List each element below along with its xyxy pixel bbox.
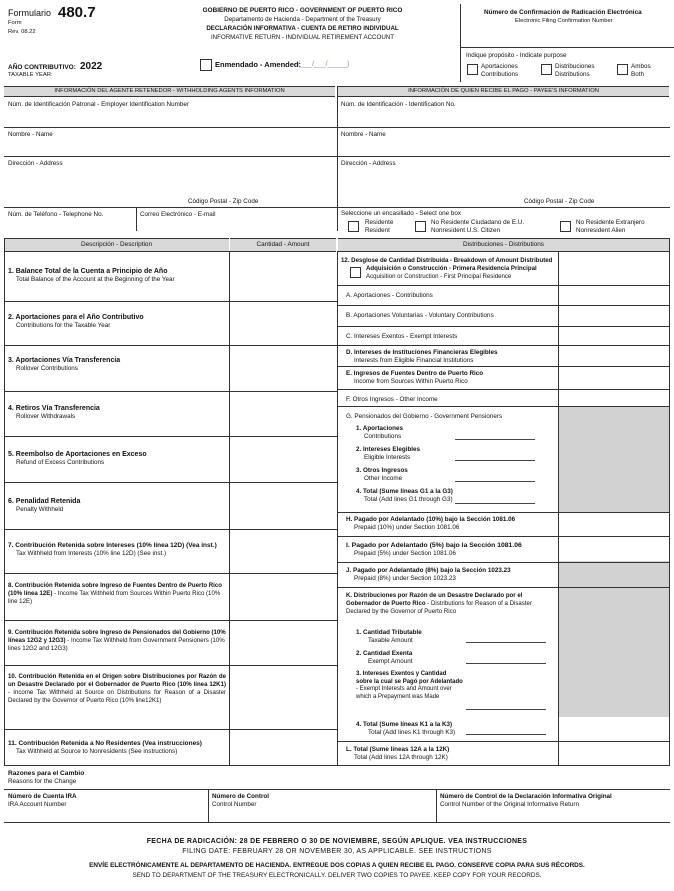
tax-year-en: TAXABLE YEAR: (8, 72, 53, 78)
tax-year-label: AÑO CONTRIBUTIVO: (8, 64, 76, 71)
gray-block-g (559, 406, 669, 512)
email-label: Correo Electrónico - E-mail (140, 211, 216, 218)
line-12j: J. Pagado por Adelantado (8%) bajo la Sección 1023.23 Prepaid (8%) under Section 1023.23 (346, 567, 511, 582)
send-instructions-es: ENVÍE ELECTRÓNICAMENTE AL DEPARTAMENTO DE HACIENDA. ENTREGUE DOS COPIAS A QUIEN RECIBE EL PAGO. CONSERVE COPIA PARA SUS RÉCORDS. (89, 862, 585, 869)
line-12e: E. Ingresos de Fuentes Dentro de Puerto Rico Income from Sources Within Puerto Rico (346, 370, 484, 385)
line-12-breakdown: 12. Desglose de Cantidad Distribuida - Breakdown of Amount Distributed (341, 257, 553, 264)
ein-field[interactable] (8, 108, 333, 126)
withholding-address-field[interactable] (8, 168, 333, 195)
nonresident-citizen-checkbox[interactable] (415, 221, 426, 232)
purpose-both-checkbox[interactable] (617, 64, 628, 75)
line-12c: C. Intereses Exentos - Exempt Interests (346, 333, 458, 340)
line-12k: K. Distribuciones por Razón de un Desastre Declarado por el Gobernador de Puerto Rico - Distributions for Reason of a Disaster Declared by the Governor of Puerto Rico (346, 592, 532, 615)
line-12l: L. Total (Sume líneas 12A a la 12K) Total (Add lines 12A through 12K) (346, 746, 450, 761)
nonresident-citizen-label: No Residente Ciudadano de E.U. Nonresident U.S. Citizen (431, 219, 525, 234)
line-12k4: 4. Total (Sume líneas K1 a la K3) Total (Add lines K1 through K3) (356, 721, 456, 736)
withholding-header: INFORMACIÓN DEL AGENTE RETENEDOR - WITHHOLDING AGENTS INFORMATION (4, 86, 335, 97)
payee-name-field[interactable] (341, 138, 666, 155)
line-3: 3. Aportaciones Vía Transferencia Rollover Contributions (8, 357, 121, 373)
line-8: 8. Contribución Retenida sobre Ingreso de Fuentes Dentro de Puerto Rico (10% línea 12E) - Income Tax Withheld from Sources Within Puerto Rico (10% line 12E) (8, 582, 222, 605)
k3-field[interactable] (466, 709, 546, 710)
gray-block-k (559, 561, 669, 717)
form-title-es: DECLARACIÓN INFORMATIVA - CUENTA DE RETIRO INDIVIDUAL (206, 25, 399, 32)
amended-checkbox[interactable] (200, 59, 212, 71)
send-instructions-en: SEND TO DEPARTMENT OF THE TREASURY ELECTRONICALLY. DELIVER TWO COPIES TO PAYEE. KEEP COPY FOR YOUR RECORDS. (132, 872, 542, 879)
amended-label: Enmendado - Amended: (215, 60, 301, 69)
nonresident-alien-label: No Residente Extranjero Nonresident Alien (576, 219, 645, 234)
line-4: 4. Retiros Vía Transferencia Rollover Withdrawals (8, 405, 100, 421)
form-number: 480.7 (58, 4, 96, 21)
payee-id-field[interactable] (341, 108, 666, 126)
withholding-name-field[interactable] (8, 138, 333, 155)
k4-field[interactable] (466, 734, 546, 735)
withholding-zip-label: Código Postal - Zip Code (188, 198, 259, 205)
conf-number-en: Electronic Filing Confirmation Number (515, 18, 613, 24)
line-12d: D. Intereses de Instituciones Financieras Elegibles Interests from Eligible Financial Institutions (346, 349, 498, 364)
line-11: 11. Contribución Retenida a No Residentes (Vea instrucciones) Tax Withheld at Source to Nonresidents (See instructions) (8, 740, 202, 756)
select-box-label: Seleccione un encasillado - Select one box (341, 210, 462, 217)
phone-label: Núm. de Teléfono - Telephone No. (8, 211, 104, 218)
line-12k2: 2. Cantidad Exenta Exempt Amount (356, 650, 413, 665)
withholding-name-label: Nombre - Name (8, 131, 53, 138)
acquisition-checkbox[interactable] (350, 267, 361, 278)
acquisition-label: Adquisición o Construcción - Primera Residencia Principal Acquisition or Construction - First Principal Residence (366, 265, 537, 280)
purpose-label: Indique propósito - Indicate purpose (466, 52, 567, 59)
line-12g4: 4. Total (Sume líneas G1 a la G3) Total (Add lines G1 through G3) (356, 488, 453, 503)
ein-label: Núm. de Identificación Patronal - Employer Identification Number (8, 101, 189, 108)
payee-id-label: Núm. de Identificación - Identification No. (341, 101, 456, 108)
line-5: 5. Reembolso de Aportaciones en Exceso Refund of Excess Contributions (8, 451, 147, 467)
resident-label: Residente Resident (365, 219, 394, 234)
line-10: 10. Contribución Retenida en el Origen sobre Distribuciones por Razón de un Desastre Declarado por el Gobernador de Puerto Rico (10% línea 12K1) - Income Tax Withheld at Source on Distributions for Reason of a Disaster Declared by the Governor of Puerto Rico (10% line12K1) (8, 673, 226, 704)
form-label: Formulario (8, 8, 52, 18)
payee-header: INFORMACIÓN DE QUIEN RECIBE EL PAGO - PAYEE'S INFORMATION (338, 86, 669, 97)
dept-title: Departamento de Hacienda - Department of the Treasury (224, 16, 381, 23)
line-7: 7. Contribución Retenida sobre Intereses (10% línea 12D) (Vea inst.) Tax Withheld from Interests (10% line 12D) (See inst.) (8, 542, 217, 558)
g4-field[interactable] (455, 503, 535, 504)
payee-zip-label: Código Postal - Zip Code (524, 198, 595, 205)
tax-year: 2022 (80, 61, 103, 72)
payee-name-label: Nombre - Name (341, 131, 386, 138)
col-amount: Cantidad - Amount (230, 238, 336, 252)
k2-field[interactable] (466, 663, 546, 664)
line-12g2: 2. Intereses Elegibles Eligible Interests (356, 446, 421, 461)
purpose-distributions-checkbox[interactable] (541, 64, 552, 75)
g1-field[interactable] (455, 439, 535, 440)
line-6: 6. Penalidad Retenida Penalty Withheld (8, 498, 81, 514)
line-12b: B. Aportaciones Voluntarias - Voluntary Contributions (346, 312, 494, 319)
col-description: Descripción - Description (4, 238, 229, 252)
line-12h: H. Pagado por Adelantado (10%) bajo la Sección 1081.06 Prepaid (10%) under Section 1081.06 (346, 516, 516, 531)
amended-date-field[interactable]: (___/___/_____) (298, 61, 350, 68)
line-1: 1. Balance Total de la Cuenta a Principio de Año Total Balance of the Account at the Beginning of the Year (8, 268, 175, 284)
payee-address-label: Dirección - Address (341, 160, 396, 167)
g3-field[interactable] (455, 481, 535, 482)
resident-checkbox[interactable] (348, 221, 359, 232)
form-title-en: INFORMATIVE RETURN - INDIVIDUAL RETIREMENT ACCOUNT (210, 34, 395, 41)
line-12f: F. Otros Ingresos - Other Income (346, 396, 438, 403)
gov-title: GOBIERNO DE PUERTO RICO - GOVERNMENT OF PUERTO RICO (202, 7, 403, 14)
line-12i: I. Pagado por Adelantado (5%) bajo la Sección 1081.06 Prepaid (5%) under Section 1081.06 (346, 542, 522, 557)
form-en: Form (8, 20, 22, 26)
filing-date-en: FILING DATE: FEBRUARY 28 OR NOVEMBER 30, AS APPLICABLE. SEE INSTRUCTIONS (182, 848, 492, 855)
line-12g: G. Pensionados del Gobierno - Government Pensioners (346, 413, 503, 420)
nonresident-alien-checkbox[interactable] (560, 221, 571, 232)
purpose-both: Ambos Both (631, 63, 651, 78)
purpose-distributions: Distribuciones Distributions (555, 63, 595, 78)
ira-account-label: Número de Cuenta IRA IRA Account Number (8, 793, 77, 808)
withholding-address-label: Dirección - Address (8, 160, 63, 167)
line-9: 9. Contribución Retenida sobre Ingreso de Pensionados del Gobierno (10% líneas 12G2 y 12G3) - Income Tax Withheld from Government Pensioners (10% lines 12G2 and 12G3) (8, 629, 226, 652)
purpose-contributions-checkbox[interactable] (467, 64, 478, 75)
filing-date-es: FECHA DE RADICACIÓN: 28 DE FEBRERO O 30 DE NOVIEMBRE, SEGÚN APLIQUE. VEA INSTRUCCIONES (146, 838, 528, 845)
reasons-for-change: Razones para el Cambio Reasons for the Change (8, 770, 85, 785)
conf-number-label: Número de Confirmación de Radicación Electrónica (484, 9, 642, 16)
form-header (0, 0, 674, 85)
line-12g1: 1. Aportaciones Contributions (356, 425, 404, 440)
line-2: 2. Aportaciones para el Año Contributivo Contributions for the Taxable Year (8, 314, 144, 330)
line-12g3: 3. Otros Ingresos Other Income (356, 467, 408, 482)
col-distributions: Distribuciones - Distributions (338, 238, 669, 252)
line-12k1: 1. Cantidad Tributable Taxable Amount (356, 629, 422, 644)
payee-address-field[interactable] (341, 168, 666, 195)
k1-field[interactable] (466, 642, 546, 643)
line-12a: A. Aportaciones - Contributions (346, 292, 433, 299)
revision: Rev. 08.22 (8, 29, 36, 35)
line-12k3: 3. Intereses Exentos y Cantidad sobre la cual se Pagó por Adelantado - Exempt Interests and Amount over which a Prepayment was Made (356, 671, 463, 700)
g2-field[interactable] (455, 460, 535, 461)
control-number-label: Número de Control Control Number (212, 793, 270, 808)
purpose-contributions: Aportaciones Contributions (481, 63, 519, 78)
orig-control-number-label: Número de Control de la Declaración Informativa Original Control Number of the Original Informative Return (440, 793, 612, 808)
